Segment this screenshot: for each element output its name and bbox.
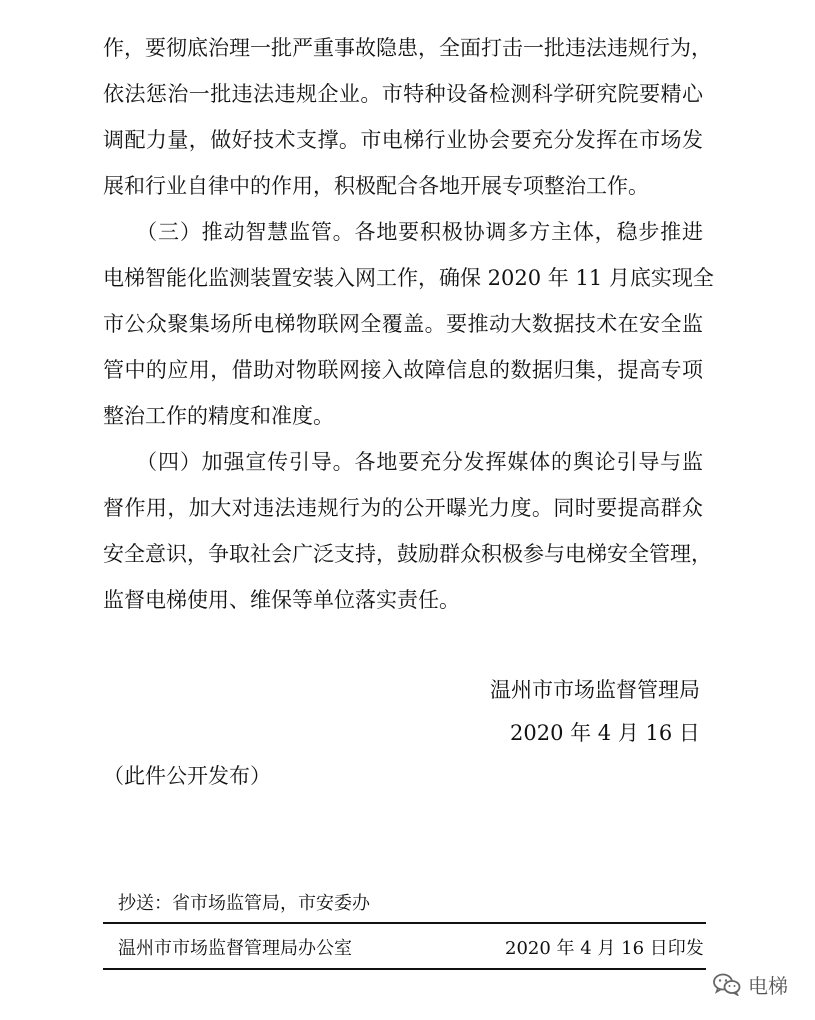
paragraph-line: 整治工作的精度和准度。 bbox=[103, 404, 334, 428]
paragraph-line: 电梯智能化监测装置安装入网工作，确保 2020 年 11 月底实现全 bbox=[103, 266, 714, 290]
public-release-note: （此件公开发布） bbox=[103, 764, 271, 788]
paragraph-line: 调配力量，做好技术支撑。市电梯行业协会要充分发挥在市场发 bbox=[103, 128, 703, 152]
cc-line: 抄送：省市场监管局，市安委办 bbox=[118, 893, 370, 914]
wechat-watermark bbox=[712, 966, 788, 1002]
paragraph-line: 安全意识，争取社会广泛支持，鼓励群众积极参与电梯安全管理， bbox=[103, 542, 712, 566]
wechat-icon bbox=[712, 972, 742, 996]
paragraph-line: （四）加强宣传引导。各地要充分发挥媒体的舆论引导与监 bbox=[103, 450, 703, 474]
paragraph-line: 监督电梯使用、维保等单位落实责任。 bbox=[103, 588, 460, 612]
signature-organization: 温州市市场监督管理局 bbox=[490, 678, 700, 702]
watermark-label: 电梯 bbox=[748, 973, 788, 998]
paragraph-line: 展和行业自律中的作用，积极配合各地开展专项整治工作。 bbox=[103, 174, 649, 198]
paragraph-line: （三）推动智慧监管。各地要积极协调多方主体，稳步推进 bbox=[103, 220, 703, 244]
paragraph-line: 依法惩治一批违法违规企业。市特种设备检测科学研究院要精心 bbox=[103, 82, 703, 106]
signature-date: 2020 年 4 月 16 日 bbox=[510, 721, 700, 745]
bottom-rule bbox=[103, 968, 706, 970]
top-rule bbox=[103, 922, 706, 924]
paragraph-line: 作，要彻底治理一批严重事故隐患，全面打击一批违法违规行为， bbox=[103, 36, 712, 60]
paragraph-line: 督作用，加大对违法违规行为的公开曝光力度。同时要提高群众 bbox=[103, 496, 703, 520]
issue-date: 2020 年 4 月 16 日印发 bbox=[505, 938, 704, 959]
paragraph-line: 市公众聚集场所电梯物联网全覆盖。要推动大数据技术在安全监 bbox=[103, 312, 703, 336]
issuer-office: 温州市市场监督管理局办公室 bbox=[118, 938, 352, 959]
paragraph-line: 管中的应用，借助对物联网接入故障信息的数据归集，提高专项 bbox=[103, 358, 703, 382]
